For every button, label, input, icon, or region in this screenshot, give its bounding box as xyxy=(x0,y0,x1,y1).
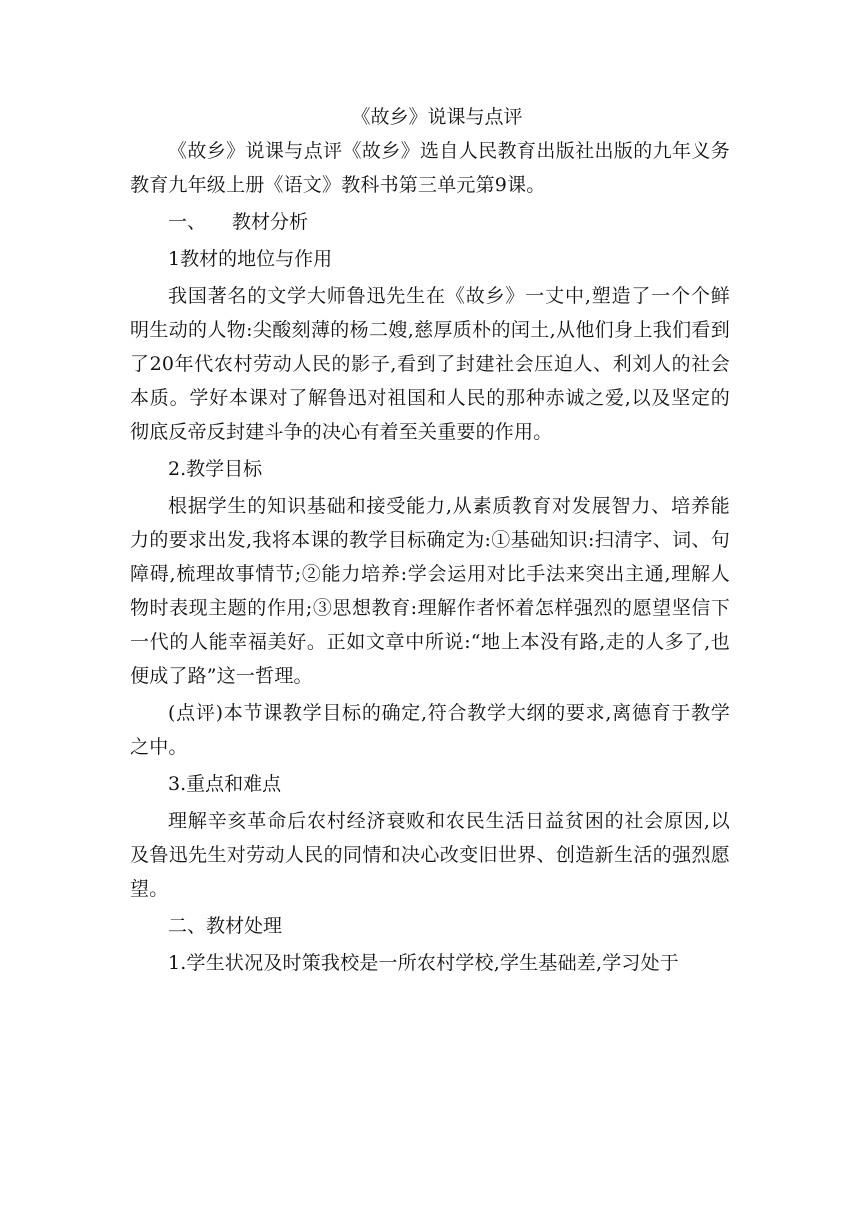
subheading-key-points: 3.重点和难点 xyxy=(168,773,282,795)
intro-paragraph: 《故乡》说课与点评《故乡》选自人民教育出版社出版的九年义务教育九年级上册《语文》教科书第三单元第9课。 xyxy=(130,140,730,196)
section-heading-teaching-material-analysis xyxy=(130,205,730,242)
subheading-teaching-goals: 2.教学目标 xyxy=(168,458,263,480)
paragraph-student-situation: 1.学生状况及时策我校是一所农村学校,学生基础差,学习处于 xyxy=(168,952,680,974)
paragraph-key-points: 理解辛亥革命后农村经济衰败和农民生活日益贫困的社会原因,以及鲁迅先生对劳动人民的同情和决心改变旧世界、创造新生活的强烈愿望。 xyxy=(130,810,730,900)
subheading-position-and-role: 1教材的地位与作用 xyxy=(168,248,333,270)
comment-paragraph: (点评)本节课教学目标的确定,符合教学大纲的要求,离德育于教学之中。 xyxy=(130,702,730,758)
paragraph-position-and-role: 我国著名的文学大师鲁迅先生在《故乡》一丈中,塑造了一个个鲜明生动的人物:尖酸刻薄的杨二嫂,慈厚质朴的闰土,从他们身上我们看到了20年代农村劳动人民的影子,看到了封建社会压迫人、利刘人的社会本质。学好本课对了解鲁迅对祖国和人民的那种赤诚之爱,以及坚定的彻底反帝反封建斗争的决心有着至关重要的作用。 xyxy=(130,285,730,443)
document-title: 《故乡》说课与点评 xyxy=(351,106,523,128)
section-heading-material-handling: 二、教材处理 xyxy=(168,915,283,937)
section-label: 教材分析 xyxy=(232,211,309,233)
document-body xyxy=(130,100,730,983)
paragraph-teaching-goals: 根据学生的知识基础和接受能力,从素质教育对发展智力、培养能力的要求出发,我将本课的教学目标确定为:①基础知识:扫清字、词、句障碍,梳理故事情节;②能力培养:学会运用对比手法来突出主通,理解人物时表现主题的作用;③思想教育:理解作者怀着怎样强烈的愿望坚信下一代的人能幸福美好。正如文章中所说:“地上本没有路,走的人多了,也便成了路”这一哲理。 xyxy=(130,495,730,687)
section-number: 一、 xyxy=(168,211,207,233)
